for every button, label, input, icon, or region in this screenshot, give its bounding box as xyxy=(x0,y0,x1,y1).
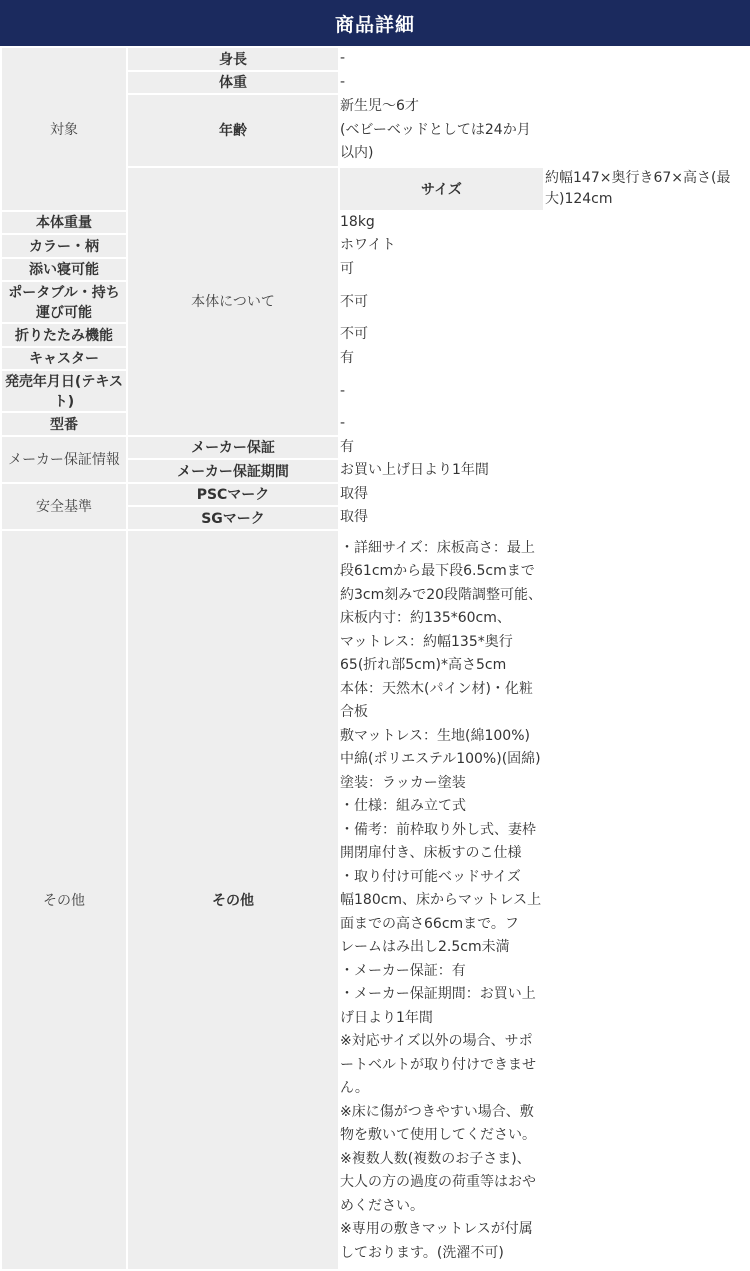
row-value: - xyxy=(340,48,543,70)
value-line: ・詳細サイズ：床板高さ：最上段61cmから最下段6.5cmまで xyxy=(340,539,535,579)
value-line: 新生児～6才 xyxy=(340,98,419,114)
row-value: ホワイト xyxy=(340,235,543,257)
table-row xyxy=(2,413,748,435)
value-line: 敷マットレス：生地(綿100%) xyxy=(340,727,530,744)
value-line: ※床に傷がつきやすい場合、敷物を敷いて使用してください。 xyxy=(340,1103,536,1143)
table-row xyxy=(2,259,748,281)
row-key: PSCマーク xyxy=(128,484,338,506)
row-value: 取得 xyxy=(340,507,543,529)
row-value: 有 xyxy=(340,348,543,370)
value-line: ・メーカー保証：有 xyxy=(340,962,466,979)
value-line: ・取り付け可能ベッドサイズ xyxy=(340,868,521,885)
row-key: メーカー保証期間 xyxy=(128,460,338,482)
row-value: お買い上げ日より1年間 xyxy=(340,460,543,482)
value-line: 約3cm刻みで20段階調整可能、床板内寸：約135*60cm、 xyxy=(340,586,543,626)
row-key: 本体重量 xyxy=(2,212,126,234)
table-row xyxy=(2,48,748,70)
table-row xyxy=(2,282,748,322)
row-key: SGマーク xyxy=(128,507,338,529)
row-key: メーカー保証 xyxy=(128,437,338,459)
table-row xyxy=(2,437,748,459)
table-row xyxy=(2,324,748,346)
table-row xyxy=(2,484,748,506)
group-label-other: その他 xyxy=(2,531,126,1270)
value-line: 中綿(ポリエステル100%)(固綿) xyxy=(340,751,541,767)
row-value: 取得 xyxy=(340,484,543,506)
value-line: ※対応サイズ以外の場合、サポートベルトが取り付けできませ xyxy=(340,1033,536,1073)
value-line: 本体：天然木(パイン材)・化粧合板 xyxy=(340,680,533,720)
row-key: 年齢 xyxy=(128,95,338,166)
value-line: めください。 xyxy=(340,1197,424,1214)
row-key: ポータブル・持ち運び可能 xyxy=(2,282,126,322)
row-key: その他 xyxy=(128,531,338,1270)
row-value: 不可 xyxy=(340,282,543,322)
row-value xyxy=(340,95,543,166)
row-value: 不可 xyxy=(340,324,543,346)
table-row xyxy=(2,212,748,234)
row-key: 添い寝可能 xyxy=(2,259,126,281)
row-value: 有 xyxy=(340,437,543,459)
spec-table xyxy=(0,46,750,1271)
group-label-body: 本体について xyxy=(128,168,338,435)
row-value: 18kg xyxy=(340,212,543,234)
row-value xyxy=(340,531,543,1270)
table-row xyxy=(2,235,748,257)
table-row xyxy=(2,371,748,411)
value-line: マットレス：約幅135*奥行65(折れ部5cm)*高さ5cm xyxy=(340,633,513,673)
row-key: 折りたたみ機能 xyxy=(2,324,126,346)
value-line: レームはみ出し2.5cm未満 xyxy=(340,939,510,955)
value-line: ・仕様：組み立て式 xyxy=(340,798,466,814)
group-label-target: 対象 xyxy=(2,48,126,210)
row-value: - xyxy=(340,371,543,411)
row-key: 体重 xyxy=(128,72,338,94)
group-label-warranty: メーカー保証情報 xyxy=(2,437,126,482)
row-key: サイズ xyxy=(340,168,543,210)
value-line: ・備考：前枠取り外し式、妻枠開閉扉付き、床板すのこ仕様 xyxy=(340,821,536,861)
row-key: 型番 xyxy=(2,413,126,435)
row-value: - xyxy=(340,413,543,435)
value-line: ・メーカー保証期間：お買い上げ日より1年間 xyxy=(340,986,536,1026)
value-line: (ベビーベッドとしては24か月以内) xyxy=(340,121,531,161)
value-line: ん。 xyxy=(340,1080,369,1096)
row-value: - xyxy=(340,72,543,94)
table-row xyxy=(2,348,748,370)
group-label-safety: 安全基準 xyxy=(2,484,126,529)
value-line: ※専用の敷きマットレスが付属しております。(洗濯不可) xyxy=(340,1221,533,1261)
table-row xyxy=(2,531,748,1270)
page-title: 商品詳細 xyxy=(0,0,750,46)
row-value: 可 xyxy=(340,259,543,281)
row-key: 発売年月日(テキスト) xyxy=(2,371,126,411)
row-key: キャスター xyxy=(2,348,126,370)
row-key: 身長 xyxy=(128,48,338,70)
row-key: カラー・柄 xyxy=(2,235,126,257)
row-value: 約幅147×奥行き67×高さ(最大)124cm xyxy=(545,168,748,210)
value-line: 幅180cm、床からマットレス上面までの高さ66cmまで。フ xyxy=(340,892,542,932)
value-line: 塗装：ラッカー塗装 xyxy=(340,774,466,791)
value-line: ※複数人数(複数のお子さま)、大人の方の過度の荷重等はおや xyxy=(340,1150,536,1190)
